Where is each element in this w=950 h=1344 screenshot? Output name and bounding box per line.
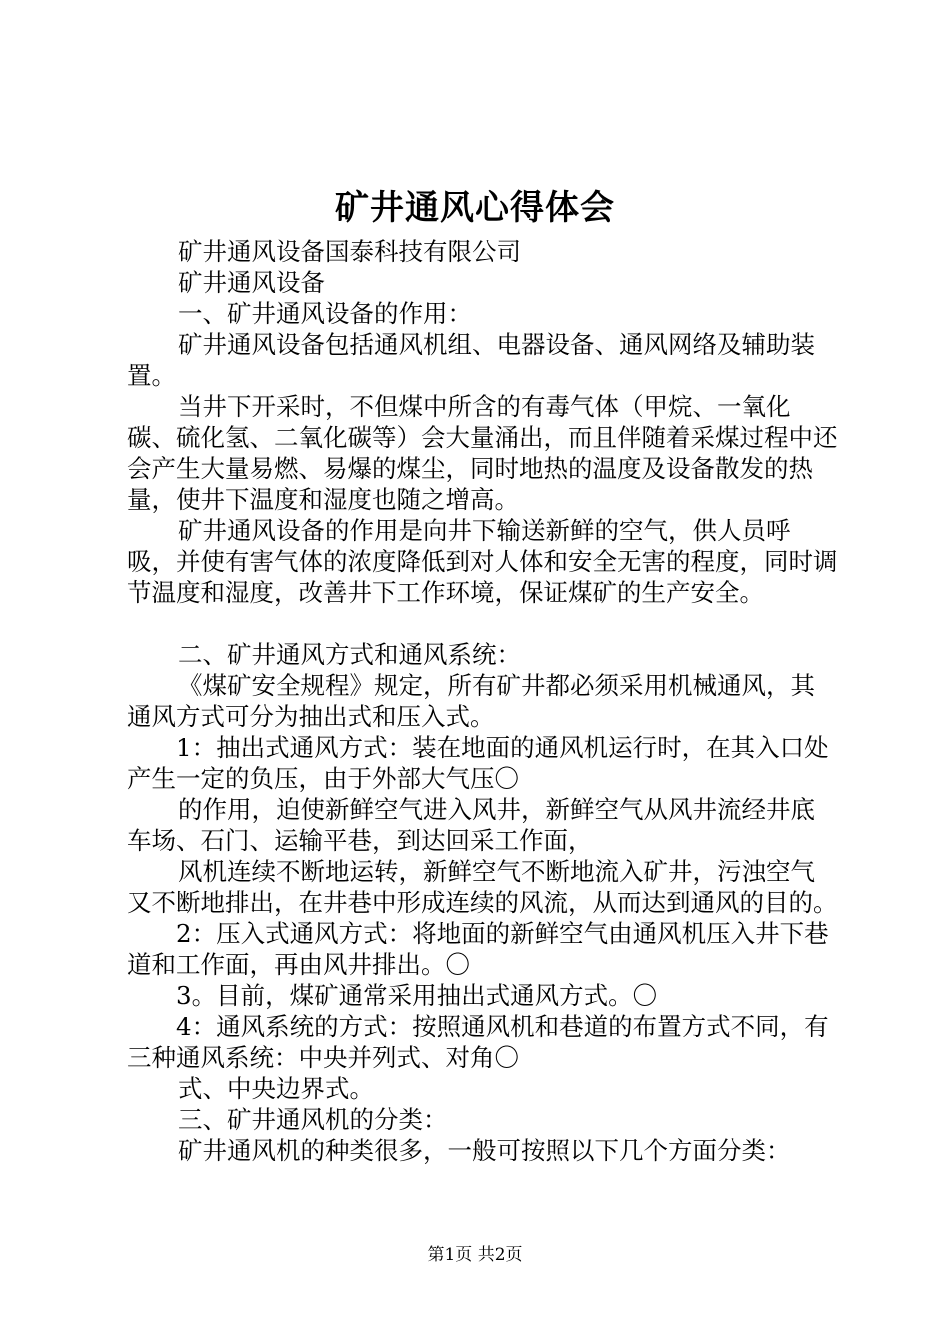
heading-section-2: 二、矿井通风方式和通风系统： [178, 640, 521, 669]
heading-section-1: 一、矿井通风设备的作用： [178, 299, 472, 328]
paragraph-common-method: 3。目前，煤矿通常采用抽出式通风方式。〇 [176, 981, 658, 1010]
paragraph-continuous-airflow: 风机连续不断地运转，新鲜空气不断地流入矿井，污浊空气又不断地排出，在井巷中形成连续的风流，从而达到通风的目的。 [127, 857, 838, 917]
paragraph-system-types-cont: 式、中央边界式。 [178, 1074, 374, 1103]
paragraph-underground-hazards: 当井下开采时，不但煤中所含的有毒气体（甲烷、一氧化碳、硫化氢、二氧化碳等）会大量涌出，而且伴随着采煤过程中还会产生大量易燃、易爆的煤尘，同时地热的温度及设备散发的热量，使井下温度和湿度也随之增高。 [127, 392, 838, 514]
paragraph-fresh-air-flow: 的作用，迫使新鲜空气进入风井，新鲜空气从风井流经井底车场、石门、运输平巷，到达回采工作面， [127, 795, 815, 855]
paragraph-equipment-components: 矿井通风设备包括通风机组、电器设备、通风网络及辅助装置。 [127, 330, 815, 390]
paragraph-forced-ventilation: 2：压入式通风方式：将地面的新鲜空气由通风机压入井下巷道和工作面，再由风井排出。〇 [127, 919, 829, 979]
paragraph-equipment-purpose: 矿井通风设备的作用是向井下输送新鲜的空气，供人员呼吸，并使有害气体的浓度降低到对人体和安全无害的程度，同时调节温度和湿度，改善井下工作环境，保证煤矿的生产安全。 [127, 516, 838, 607]
paragraph-extraction-ventilation: 1：抽出式通风方式：装在地面的通风机运行时，在其入口处产生一定的负压，由于外部大气压〇 [127, 733, 829, 793]
paragraph-safety-regulation: 《煤矿安全规程》规定，所有矿井都必须采用机械通风，其通风方式可分为抽出式和压入式。 [127, 671, 815, 731]
document-body [127, 236, 839, 1166]
paragraph-ventilation-systems: 4：通风系统的方式：按照通风机和巷道的布置方式不同，有三种通风系统：中央并列式、对角〇 [127, 1012, 829, 1072]
heading-section-3: 三、矿井通风机的分类： [178, 1105, 448, 1134]
paragraph-fan-classification: 矿井通风机的种类很多，一般可按照以下几个方面分类： [178, 1136, 791, 1165]
paragraph-subject: 矿井通风设备 [178, 268, 325, 297]
paragraph-company: 矿井通风设备国泰科技有限公司 [178, 237, 521, 266]
document-title: 矿井通风心得体会 [335, 188, 615, 228]
page-footer: 第1页 共2页 [427, 1245, 523, 1265]
